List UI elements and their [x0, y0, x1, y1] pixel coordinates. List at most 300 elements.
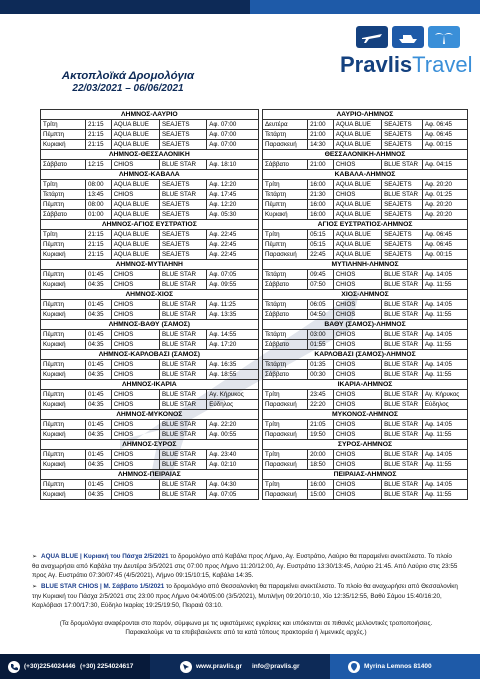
- table-row: [41, 460, 468, 470]
- route-title-outbound: ΛΗΜΝΟΣ-ΧΙΟΣ: [41, 290, 259, 300]
- arrival-cell: Αφ. 13:35: [207, 310, 258, 320]
- time-cell: 03:00: [308, 330, 334, 340]
- day-cell: Σάββατο: [263, 310, 308, 320]
- section-header-row: [41, 470, 468, 480]
- company-cell: SEAJETS: [382, 200, 423, 210]
- company-cell: SEAJETS: [382, 120, 423, 130]
- day-cell: Τετάρτη: [263, 270, 308, 280]
- vessel-cell: CHIOS: [333, 480, 381, 490]
- company-cell: SEAJETS: [160, 250, 207, 260]
- day-cell: Σάββατο: [263, 370, 308, 380]
- route-title-outbound: ΛΗΜΝΟΣ-ΑΓΙΟΣ ΕΥΣΤΡΑΤΙΟΣ: [41, 220, 259, 230]
- vessel-cell: CHIOS: [111, 280, 159, 290]
- palm-tree-icon: [428, 26, 460, 48]
- vessel-cell: CHIOS: [333, 390, 381, 400]
- vessel-cell: AQUA BLUE: [111, 210, 159, 220]
- route-title-return: ΘΕΣΣΑΛΟΝΙΚΗ-ΛΗΜΝΟΣ: [263, 150, 468, 160]
- section-header-row: [41, 440, 468, 450]
- phone-1[interactable]: (+30)2254024446: [8, 654, 76, 679]
- section-header-row: [41, 410, 468, 420]
- day-cell: Τρίτη: [41, 230, 86, 240]
- arrival-cell: Αφ. 17:45: [207, 190, 258, 200]
- vessel-cell: CHIOS: [111, 400, 159, 410]
- time-cell: 21:00: [308, 160, 334, 170]
- schedule-table: [40, 109, 468, 500]
- company-cell: BLUE STAR: [160, 360, 207, 370]
- vessel-cell: CHIOS: [111, 460, 159, 470]
- company-cell: BLUE STAR: [382, 370, 423, 380]
- company-cell: BLUE STAR: [382, 460, 423, 470]
- vessel-cell: CHIOS: [333, 300, 381, 310]
- company-cell: BLUE STAR: [382, 270, 423, 280]
- time-cell: 01:45: [86, 270, 112, 280]
- vessel-cell: AQUA BLUE: [333, 120, 381, 130]
- arrival-cell: Αφ. 06:45: [422, 240, 467, 250]
- table-row: [41, 280, 468, 290]
- time-cell: 21:15: [86, 140, 112, 150]
- company-cell: SEAJETS: [382, 250, 423, 260]
- route-title-return: ΜΥΚΟΝΟΣ-ΛΗΜΝΟΣ: [263, 410, 468, 420]
- day-cell: Σάββατο: [263, 340, 308, 350]
- arrival-cell: Αφ. 00:15: [422, 140, 467, 150]
- company-cell: BLUE STAR: [382, 420, 423, 430]
- route-title-return: ΑΓΙΟΣ ΕΥΣΤΡΑΤΙΟΣ-ΛΗΜΝΟΣ: [263, 220, 468, 230]
- top-banner-accent: [250, 0, 480, 14]
- time-cell: 01:00: [86, 210, 112, 220]
- company-cell: BLUE STAR: [382, 430, 423, 440]
- section-header-row: [41, 290, 468, 300]
- company-cell: BLUE STAR: [382, 300, 423, 310]
- vessel-cell: CHIOS: [111, 360, 159, 370]
- day-cell: Σάββατο: [41, 210, 86, 220]
- table-row: [41, 490, 468, 500]
- arrival-cell: Αφ. 14:05: [422, 360, 467, 370]
- arrival-cell: Αφ. 22:45: [207, 230, 258, 240]
- time-cell: 00:30: [308, 370, 334, 380]
- route-title-return: ΜΥΤΙΛΗΝΗ-ΛΗΜΝΟΣ: [263, 260, 468, 270]
- arrival-cell: Αφ. 14:55: [207, 330, 258, 340]
- time-cell: 04:35: [86, 280, 112, 290]
- time-cell: 19:50: [308, 430, 334, 440]
- day-cell: Πέμπτη: [41, 480, 86, 490]
- ship-icon: [392, 26, 424, 48]
- route-title-return: ΧΙΟΣ-ΛΗΜΝΟΣ: [263, 290, 468, 300]
- day-cell: Κυριακή: [41, 140, 86, 150]
- vessel-cell: CHIOS: [111, 160, 159, 170]
- time-cell: 01:45: [86, 300, 112, 310]
- arrival-cell: Αφ. 11:55: [422, 340, 467, 350]
- day-cell: Σάββατο: [41, 160, 86, 170]
- vessel-cell: AQUA BLUE: [111, 250, 159, 260]
- time-cell: 22:45: [308, 250, 334, 260]
- arrival-cell: Αφ. 11:55: [422, 280, 467, 290]
- arrival-cell: Αφ. 14:05: [422, 300, 467, 310]
- time-cell: 21:00: [308, 120, 334, 130]
- company-cell: BLUE STAR: [382, 360, 423, 370]
- arrival-cell: Αφ. 07:05: [207, 490, 258, 500]
- day-cell: Τρίτη: [263, 180, 308, 190]
- day-cell: Σάββατο: [263, 280, 308, 290]
- arrival-cell: Αφ. 12:20: [207, 200, 258, 210]
- time-cell: 01:45: [86, 330, 112, 340]
- company-cell: BLUE STAR: [160, 330, 207, 340]
- arrival-cell: Αγ. Κήρυκος: [207, 390, 258, 400]
- table-row: [41, 390, 468, 400]
- time-cell: 05:15: [308, 240, 334, 250]
- day-cell: Τετάρτη: [263, 330, 308, 340]
- arrival-cell: Αφ. 07:00: [207, 120, 258, 130]
- company-cell: BLUE STAR: [382, 160, 423, 170]
- table-row: [41, 360, 468, 370]
- company-cell: SEAJETS: [382, 230, 423, 240]
- vessel-cell: CHIOS: [333, 340, 381, 350]
- arrival-cell: Αφ. 22:45: [207, 240, 258, 250]
- arrival-cell: Αφ. 20:20: [422, 210, 467, 220]
- vessel-cell: CHIOS: [111, 270, 159, 280]
- company-cell: SEAJETS: [382, 180, 423, 190]
- vessel-cell: CHIOS: [111, 420, 159, 430]
- time-cell: 14:30: [308, 140, 334, 150]
- time-cell: 01:45: [86, 480, 112, 490]
- time-cell: 08:00: [86, 200, 112, 210]
- section-header-row: [41, 220, 468, 230]
- section-header-row: [41, 150, 468, 160]
- company-cell: BLUE STAR: [382, 490, 423, 500]
- company-cell: SEAJETS: [160, 240, 207, 250]
- day-cell: Πέμπτη: [41, 360, 86, 370]
- arrival-cell: Αφ. 04:15: [422, 160, 467, 170]
- table-row: [41, 340, 468, 350]
- company-cell: BLUE STAR: [160, 190, 207, 200]
- route-title-outbound: ΛΗΜΝΟΣ-ΒΑΘΥ (ΣΑΜΟΣ): [41, 320, 259, 330]
- day-cell: Πέμπτη: [41, 200, 86, 210]
- route-title-return: ΚΑΡΛΟΒΑΣΙ (ΣΑΜΟΣ)-ΛΗΜΝΟΣ: [263, 350, 468, 360]
- arrival-cell: Εύδηλος: [422, 400, 467, 410]
- table-row: [41, 160, 468, 170]
- table-row: [41, 180, 468, 190]
- day-cell: Τρίτη: [263, 420, 308, 430]
- vessel-cell: CHIOS: [333, 420, 381, 430]
- website-link[interactable]: www.pravlis.gr: [180, 654, 242, 679]
- table-row: [41, 310, 468, 320]
- company-cell: BLUE STAR: [160, 450, 207, 460]
- time-cell: 05:15: [308, 230, 334, 240]
- note-aqua-blue: ➢ AQUA BLUE | Κυριακή του Πάσχα 2/5/2021 το δρομολόγιο από Καβάλα προς Λήμνο, Αγ. Ευστράτιο, Λαύριο θα παραμείνει ανεκτέλεστο. Το πλοίο θα αναχωρήσει από Καβάλα την Δευτέρα 3/5/2021 στις 07:00 προς Λήμνο 11:20/12:00, Αγ. Ευστράτιο 13:30/13:45, Λαύριο 21:45. Από Λαύριο στις 23:55 προς Αγ. Ευστράτιο 07:30/07:45 (4/5/2021), Λήμνο 09:15/10:15, Καβάλα 14:35.: [32, 553, 458, 579]
- company-cell: BLUE STAR: [160, 490, 207, 500]
- arrival-cell: Αγ. Κήρυκος: [422, 390, 467, 400]
- day-cell: Τρίτη: [263, 450, 308, 460]
- time-cell: 01:45: [86, 450, 112, 460]
- table-row: [41, 200, 468, 210]
- time-cell: 04:35: [86, 310, 112, 320]
- brand-name: PravlisTravel: [340, 52, 473, 77]
- table-row: [41, 120, 468, 130]
- arrival-cell: Αφ. 16:35: [207, 360, 258, 370]
- day-cell: Πέμπτη: [41, 420, 86, 430]
- table-row: [41, 370, 468, 380]
- time-cell: 16:00: [308, 200, 334, 210]
- time-cell: 12:15: [86, 160, 112, 170]
- time-cell: 20:00: [308, 450, 334, 460]
- company-cell: BLUE STAR: [160, 420, 207, 430]
- arrival-cell: Αφ. 14:05: [422, 330, 467, 340]
- day-cell: Τετάρτη: [263, 190, 308, 200]
- day-cell: Κυριακή: [41, 340, 86, 350]
- company-cell: SEAJETS: [382, 130, 423, 140]
- arrival-cell: Αφ. 17:20: [207, 340, 258, 350]
- route-title-outbound: ΛΗΜΝΟΣ-ΜΥΚΟΝΟΣ: [41, 410, 259, 420]
- footer-bar: [0, 654, 480, 679]
- route-title-outbound: ΛΗΜΝΟΣ-ΙΚΑΡΙΑ: [41, 380, 259, 390]
- arrival-cell: Αφ. 07:00: [207, 140, 258, 150]
- time-cell: 22:20: [308, 400, 334, 410]
- vessel-cell: CHIOS: [333, 450, 381, 460]
- vessel-cell: CHIOS: [333, 430, 381, 440]
- day-cell: Κυριακή: [41, 280, 86, 290]
- vessel-cell: CHIOS: [111, 330, 159, 340]
- day-cell: Σάββατο: [263, 160, 308, 170]
- arrival-cell: Αφ. 01:25: [422, 190, 467, 200]
- vessel-cell: AQUA BLUE: [111, 240, 159, 250]
- day-cell: Παρασκευή: [263, 140, 308, 150]
- table-row: [41, 270, 468, 280]
- day-cell: Τετάρτη: [263, 300, 308, 310]
- note-blue-star-chios: ➢ BLUE STAR CHIOS | Μ. Σάββατο 1/5/2021 το δρομολόγιο από Θεσσαλονίκη θα παραμείνει ανεκτέλεστο. Το πλοίο θα αναχωρήσει από Θεσσαλονίκη την Κυριακή του Πάσχα 2/5/2021 στις 23:00 προς Λήμνο 04:40/05:00 (3/5/2021), Μυτιλήνη 09:20/10:10, Χίο 12:35/12:55, Βαθύ Σάμου 15:40/16:20, Καρλόβασι 17:00/17:30, Εύδηλο Ικαρίας 19:25/19:50, Πειραιά 03:10.: [32, 583, 458, 609]
- time-cell: 01:45: [86, 360, 112, 370]
- time-cell: 01:55: [308, 340, 334, 350]
- time-cell: 13:45: [86, 190, 112, 200]
- day-cell: Τρίτη: [41, 120, 86, 130]
- arrival-cell: Αφ. 14:05: [422, 420, 467, 430]
- email-link[interactable]: info@pravlis.gr: [252, 663, 300, 670]
- company-cell: BLUE STAR: [160, 480, 207, 490]
- arrival-cell: Αφ. 12:20: [207, 180, 258, 190]
- vessel-cell: AQUA BLUE: [333, 210, 381, 220]
- day-cell: Τετάρτη: [263, 130, 308, 140]
- time-cell: 21:15: [86, 130, 112, 140]
- company-cell: BLUE STAR: [160, 370, 207, 380]
- company-cell: BLUE STAR: [160, 340, 207, 350]
- route-title-return: ΒΑΘΥ (ΣΑΜΟΣ)-ΛΗΜΝΟΣ: [263, 320, 468, 330]
- time-cell: 07:50: [308, 280, 334, 290]
- vessel-cell: CHIOS: [111, 390, 159, 400]
- company-cell: BLUE STAR: [160, 310, 207, 320]
- section-header-row: [41, 110, 468, 120]
- route-title-return: ΠΕΙΡΑΙΑΣ-ΛΗΜΝΟΣ: [263, 470, 468, 480]
- arrival-cell: Αφ. 11:55: [422, 430, 467, 440]
- day-cell: Κυριακή: [41, 430, 86, 440]
- table-row: [41, 130, 468, 140]
- pravlis-logo: [340, 26, 473, 86]
- company-cell: BLUE STAR: [382, 190, 423, 200]
- arrival-cell: Αφ. 06:45: [422, 120, 467, 130]
- day-cell: Τετάρτη: [41, 190, 86, 200]
- day-cell: Τρίτη: [263, 390, 308, 400]
- vessel-cell: CHIOS: [333, 160, 381, 170]
- vessel-cell: CHIOS: [333, 460, 381, 470]
- arrival-cell: Αφ. 23:40: [207, 450, 258, 460]
- vessel-cell: AQUA BLUE: [333, 180, 381, 190]
- arrival-cell: Αφ. 06:45: [422, 230, 467, 240]
- vessel-cell: AQUA BLUE: [111, 180, 159, 190]
- time-cell: 04:35: [86, 400, 112, 410]
- day-cell: Τετάρτη: [263, 360, 308, 370]
- vessel-cell: AQUA BLUE: [111, 120, 159, 130]
- vessel-cell: CHIOS: [111, 310, 159, 320]
- vessel-cell: CHIOS: [333, 400, 381, 410]
- time-cell: 23:45: [308, 390, 334, 400]
- phone-2[interactable]: (+30) 2254024617: [80, 663, 134, 670]
- company-cell: SEAJETS: [160, 140, 207, 150]
- time-cell: 01:35: [308, 360, 334, 370]
- vessel-cell: CHIOS: [333, 310, 381, 320]
- location-pin-icon: [348, 661, 360, 673]
- day-cell: Πέμπτη: [41, 270, 86, 280]
- arrival-cell: Αφ. 20:20: [422, 200, 467, 210]
- arrival-cell: Εύδηλος: [207, 400, 258, 410]
- route-title-outbound: ΛΗΜΝΟΣ-ΣΥΡΟΣ: [41, 440, 259, 450]
- day-cell: Κυριακή: [41, 250, 86, 260]
- company-cell: SEAJETS: [382, 140, 423, 150]
- time-cell: 01:45: [86, 420, 112, 430]
- table-row: [41, 230, 468, 240]
- time-cell: 15:00: [308, 490, 334, 500]
- time-cell: 09:45: [308, 270, 334, 280]
- vessel-cell: CHIOS: [111, 190, 159, 200]
- time-cell: 21:15: [86, 240, 112, 250]
- arrival-cell: Αφ. 05:30: [207, 210, 258, 220]
- time-cell: 16:00: [308, 180, 334, 190]
- day-cell: Παρασκευή: [263, 430, 308, 440]
- route-title-return: ΙΚΑΡΙΑ-ΛΗΜΝΟΣ: [263, 380, 468, 390]
- route-title-return: ΛΑΥΡΙΟ-ΛΗΜΝΟΣ: [263, 110, 468, 120]
- arrival-cell: Αφ. 09:55: [207, 280, 258, 290]
- table-row: [41, 140, 468, 150]
- arrival-cell: Αφ. 14:05: [422, 480, 467, 490]
- arrival-cell: Αφ. 00:55: [207, 430, 258, 440]
- vessel-cell: AQUA BLUE: [333, 200, 381, 210]
- day-cell: Πέμπτη: [263, 200, 308, 210]
- time-cell: 06:05: [308, 300, 334, 310]
- company-cell: BLUE STAR: [382, 400, 423, 410]
- company-cell: BLUE STAR: [160, 270, 207, 280]
- company-cell: BLUE STAR: [160, 400, 207, 410]
- vessel-cell: AQUA BLUE: [111, 140, 159, 150]
- route-title-outbound: ΛΗΜΝΟΣ-ΜΥΤΙΛΗΝΗ: [41, 260, 259, 270]
- arrival-cell: Αφ. 04:30: [207, 480, 258, 490]
- time-cell: 21:15: [86, 230, 112, 240]
- time-cell: 04:50: [308, 310, 334, 320]
- section-header-row: [41, 170, 468, 180]
- arrival-cell: Αφ. 07:05: [207, 270, 258, 280]
- address: Myrina Lemnos 81400: [348, 654, 432, 679]
- day-cell: Πέμπτη: [41, 390, 86, 400]
- time-cell: 04:35: [86, 340, 112, 350]
- time-cell: 16:00: [308, 480, 334, 490]
- company-cell: BLUE STAR: [382, 340, 423, 350]
- section-header-row: [41, 350, 468, 360]
- route-title-outbound: ΛΗΜΝΟΣ-ΘΕΣΣΑΛΟΝΙΚΗ: [41, 150, 259, 160]
- day-cell: Παρασκευή: [263, 400, 308, 410]
- day-cell: Παρασκευή: [263, 250, 308, 260]
- company-cell: SEAJETS: [160, 230, 207, 240]
- arrival-cell: Αφ. 18:55: [207, 370, 258, 380]
- table-row: [41, 300, 468, 310]
- time-cell: 01:45: [86, 390, 112, 400]
- schedule-heading: [58, 70, 198, 94]
- time-cell: 21:00: [308, 130, 334, 140]
- time-cell: 18:50: [308, 460, 334, 470]
- company-cell: BLUE STAR: [160, 460, 207, 470]
- section-header-row: [41, 260, 468, 270]
- time-cell: 16:00: [308, 210, 334, 220]
- arrival-cell: Αφ. 11:55: [422, 310, 467, 320]
- day-cell: Κυριακή: [263, 210, 308, 220]
- vessel-cell: CHIOS: [111, 490, 159, 500]
- vessel-cell: CHIOS: [111, 300, 159, 310]
- company-cell: BLUE STAR: [160, 280, 207, 290]
- day-cell: Πέμπτη: [41, 450, 86, 460]
- table-row: [41, 480, 468, 490]
- vessel-cell: CHIOS: [333, 490, 381, 500]
- company-cell: SEAJETS: [160, 180, 207, 190]
- day-cell: Κυριακή: [41, 460, 86, 470]
- company-cell: SEAJETS: [160, 200, 207, 210]
- company-cell: BLUE STAR: [160, 390, 207, 400]
- plane-icon: [356, 26, 388, 48]
- company-cell: SEAJETS: [160, 130, 207, 140]
- arrival-cell: Αφ. 00:15: [422, 250, 467, 260]
- vessel-cell: AQUA BLUE: [111, 200, 159, 210]
- day-cell: Κυριακή: [41, 400, 86, 410]
- vessel-cell: CHIOS: [333, 360, 381, 370]
- section-header-row: [41, 320, 468, 330]
- notes-section: [32, 552, 460, 610]
- time-cell: 04:35: [86, 430, 112, 440]
- company-cell: SEAJETS: [160, 120, 207, 130]
- route-title-return: ΣΥΡΟΣ-ΛΗΜΝΟΣ: [263, 440, 468, 450]
- route-title-outbound: ΛΗΜΝΟΣ-ΚΑΡΛΟΒΑΣΙ (ΣΑΜΟΣ): [41, 350, 259, 360]
- company-cell: BLUE STAR: [160, 430, 207, 440]
- day-cell: Τρίτη: [263, 480, 308, 490]
- arrival-cell: Αφ. 07:00: [207, 130, 258, 140]
- time-cell: 21:05: [308, 420, 334, 430]
- company-cell: BLUE STAR: [382, 280, 423, 290]
- arrival-cell: Αφ. 11:55: [422, 460, 467, 470]
- arrival-cell: Αφ. 14:05: [422, 450, 467, 460]
- phone-icon: [8, 661, 20, 673]
- day-cell: Πέμπτη: [41, 330, 86, 340]
- day-cell: Κυριακή: [41, 310, 86, 320]
- company-cell: BLUE STAR: [382, 310, 423, 320]
- vessel-cell: CHIOS: [333, 330, 381, 340]
- arrival-cell: Αφ. 11:55: [422, 370, 467, 380]
- page-title: Ακτοπλοϊκά Δρομολόγια: [61, 70, 195, 82]
- vessel-cell: AQUA BLUE: [333, 250, 381, 260]
- vessel-cell: CHIOS: [111, 450, 159, 460]
- time-cell: 04:35: [86, 460, 112, 470]
- arrival-cell: Αφ. 11:55: [422, 490, 467, 500]
- table-row: [41, 250, 468, 260]
- day-cell: Πέμπτη: [41, 300, 86, 310]
- vessel-cell: CHIOS: [111, 480, 159, 490]
- day-cell: Πέμπτη: [41, 130, 86, 140]
- day-cell: Τρίτη: [263, 230, 308, 240]
- vessel-cell: AQUA BLUE: [111, 130, 159, 140]
- table-row: [41, 240, 468, 250]
- cursor-icon: [180, 661, 192, 673]
- day-cell: Πέμπτη: [263, 240, 308, 250]
